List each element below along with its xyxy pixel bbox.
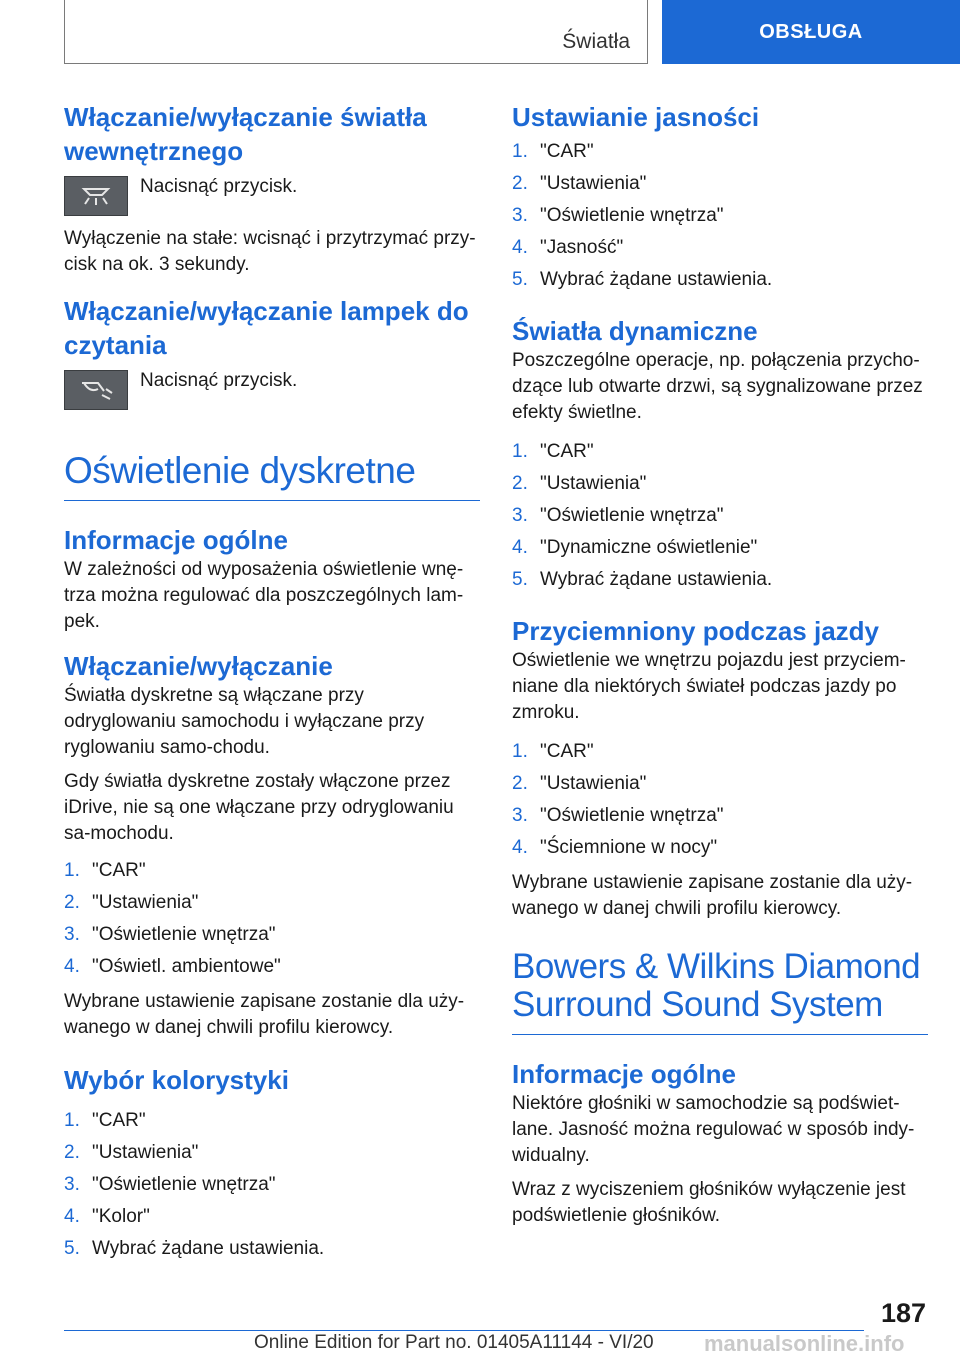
steps-list: [512, 436, 928, 596]
header-section-title: Światła: [562, 30, 630, 53]
page-number: 187: [880, 1298, 926, 1328]
header-box: [64, 0, 648, 64]
section-title: Informacje ogólne: [512, 1059, 736, 1089]
list-item: 1. "CAR": [512, 741, 594, 762]
watermark: manualsonline.info: [704, 1331, 905, 1356]
list-item: 1. "CAR": [64, 1110, 146, 1131]
steps-list: [64, 1105, 480, 1265]
list-item: 4. "Kolor": [64, 1206, 150, 1227]
header-chapter-tab: OBSŁUGA: [662, 0, 960, 64]
list-item: 5. Wybrać żądane ustawienia.: [512, 269, 773, 290]
paragraph: W zależności od wyposażenia oświetlenie wnę-trza można regulować dla poszczególnych lam-pek.: [64, 559, 464, 632]
section-title: Informacje ogólne: [64, 525, 288, 555]
right-column: [512, 100, 928, 1237]
instruction-text: Nacisnąć przycisk.: [140, 370, 298, 391]
list-item: 2. "Ustawienia": [512, 473, 647, 494]
list-item: 3. "Oświetlenie wnętrza": [64, 924, 276, 945]
list-item: 4. "Oświetl. ambientowe": [64, 956, 281, 977]
section-title: Ustawianie jasności: [512, 102, 760, 132]
list-item: 1. "CAR": [512, 441, 594, 462]
button-instruction: [64, 370, 480, 410]
steps-list: [512, 136, 928, 296]
paragraph: Wyłączenie na stałe: wcisnąć i przytrzymać przy-cisk na ok. 3 sekundy.: [64, 228, 476, 275]
instruction-text: Nacisnąć przycisk.: [140, 176, 298, 197]
list-item: 5. Wybrać żądane ustawienia.: [512, 569, 773, 590]
left-column: [64, 100, 480, 1271]
section-title: Światła dynamiczne: [512, 316, 758, 346]
paragraph: Niektóre głośniki w samochodzie są podświet-lane. Jasność można regulować w sposób indy-widualny.: [512, 1093, 915, 1166]
list-item: 3. "Oświetlenie wnętrza": [512, 505, 724, 526]
list-item: 3. "Oświetlenie wnętrza": [512, 205, 724, 226]
list-item: 2. "Ustawienia": [64, 892, 199, 913]
paragraph: Gdy światła dyskretne zostały włączone przez iDrive, nie są one włączane przy odryglowaniu sa-mochodu.: [64, 771, 454, 844]
chapter-title: Oświetlenie dyskretne: [64, 452, 480, 501]
list-item: 3. "Oświetlenie wnętrza": [512, 805, 724, 826]
list-item: 1. "CAR": [64, 860, 146, 881]
footer-edition-text: Online Edition for Part no. 01405A11144 - VI/20: [254, 1332, 654, 1353]
section-title: Włączanie/wyłączanie światła wewnętrznego: [64, 102, 427, 166]
reading-light-button-icon: [64, 370, 128, 410]
list-item: 2. "Ustawienia": [512, 773, 647, 794]
paragraph: Poszczególne operacje, np. połączenia przycho-dzące lub otwarte drzwi, są sygnalizowane przez efekty świetlne.: [512, 350, 923, 423]
list-item: 2. "Ustawienia": [64, 1142, 199, 1163]
list-item: 3. "Oświetlenie wnętrza": [64, 1174, 276, 1195]
chapter-title: Bowers & Wilkins Diamond Surround Sound System: [512, 948, 928, 1035]
steps-list: [512, 736, 928, 864]
interior-light-button-icon: [64, 176, 128, 216]
paragraph: Oświetlenie we wnętrzu pojazdu jest przyciem-niane dla niektórych świateł podczas jazdy po zmroku.: [512, 650, 906, 723]
list-item: 4. "Dynamiczne oświetlenie": [512, 537, 758, 558]
paragraph: Wybrane ustawienie zapisane zostanie dla uży-wanego w danej chwili profilu kierowcy.: [512, 872, 913, 919]
paragraph: Światła dyskretne są włączane przy odryglowaniu samochodu i wyłączane przy ryglowaniu samo-chodu.: [64, 685, 425, 758]
list-item: 1. "CAR": [512, 141, 594, 162]
paragraph: Wybrane ustawienie zapisane zostanie dla uży-wanego w danej chwili profilu kierowcy.: [64, 991, 465, 1038]
section-title: Wybór kolorystyki: [64, 1065, 289, 1095]
list-item: 4. "Jasność": [512, 237, 624, 258]
list-item: 2. "Ustawienia": [512, 173, 647, 194]
section-title: Włączanie/wyłączanie lampek do czytania: [64, 296, 469, 360]
list-item: 4. "Ściemnione w nocy": [512, 837, 718, 858]
button-instruction: [64, 176, 480, 216]
paragraph: Wraz z wyciszeniem głośników wyłączenie jest podświetlenie głośników.: [512, 1179, 906, 1226]
steps-list: [64, 855, 480, 983]
section-title: Włączanie/wyłączanie: [64, 651, 333, 681]
section-title: Przyciemniony podczas jazdy: [512, 616, 880, 646]
list-item: 5. Wybrać żądane ustawienia.: [64, 1238, 325, 1259]
